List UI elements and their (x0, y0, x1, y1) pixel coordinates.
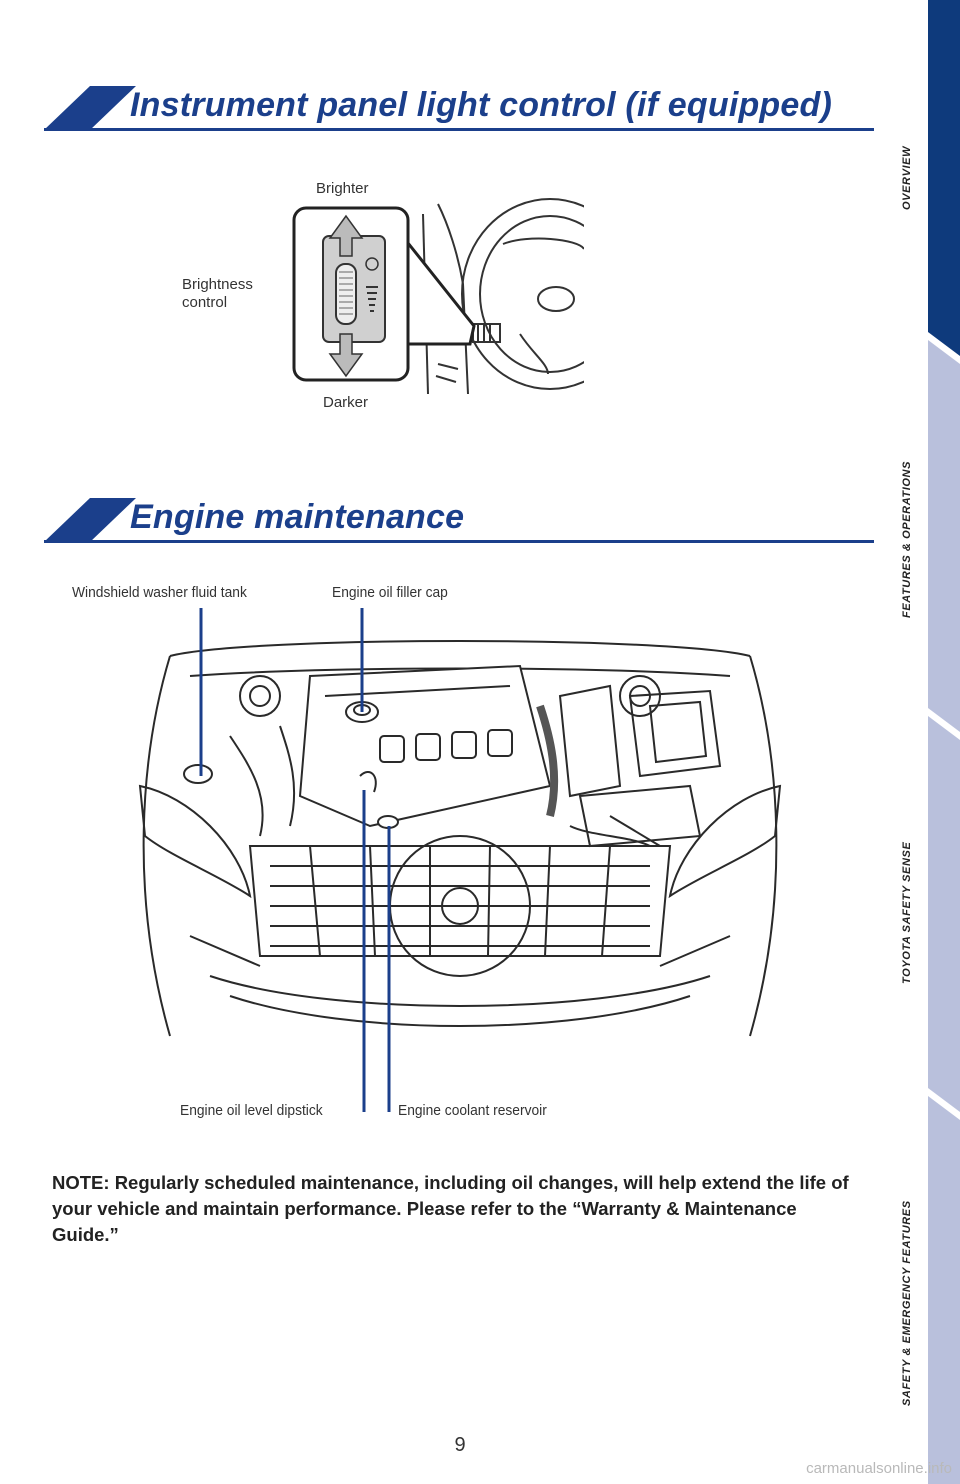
sidebar-tab-emergency-bg (928, 1096, 960, 1484)
sidebar-tab-safety-emergency[interactable]: SAFETY & EMERGENCY FEATURES (901, 1200, 913, 1406)
label-darker: Darker (323, 394, 369, 411)
sidebar-tab-overview-bg (928, 0, 960, 356)
maintenance-note: NOTE: Regularly scheduled maintenance, including oil changes, will help extend the life of your vehicle and maintain performance. Please refer to the “Warranty & Maintenance Guide.” (52, 1172, 849, 1245)
sidebar-tabs (928, 0, 960, 1484)
page-number: 9 (454, 1434, 466, 1456)
watermark: carmanualsonline.info (806, 1460, 952, 1477)
sidebar-tab-overview[interactable]: OVERVIEW (901, 145, 913, 210)
label-engine-oil-dipstick: Engine oil level dipstick (180, 1102, 323, 1119)
section-title-engine-maintenance: Engine maintenance (130, 498, 465, 536)
sidebar-tab-safety-sense-bg (928, 716, 960, 1112)
label-engine-oil-filler-cap: Engine oil filler cap (332, 584, 448, 601)
label-brightness-control-line1: Brightness (182, 276, 253, 293)
section-title-instrument-panel: Instrument panel light control (if equipped) (130, 86, 832, 124)
sidebar-tab-toyota-safety-sense[interactable]: TOYOTA SAFETY SENSE (901, 841, 913, 984)
label-brightness-control-line2: control (182, 294, 228, 311)
label-engine-coolant-reservoir: Engine coolant reservoir (398, 1102, 547, 1119)
label-brighter: Brighter (316, 180, 369, 197)
sidebar-tab-features-bg (928, 340, 960, 732)
label-windshield-washer-tank: Windshield washer fluid tank (72, 584, 247, 601)
sidebar-tab-features-operations[interactable]: FEATURES & OPERATIONS (901, 460, 913, 618)
